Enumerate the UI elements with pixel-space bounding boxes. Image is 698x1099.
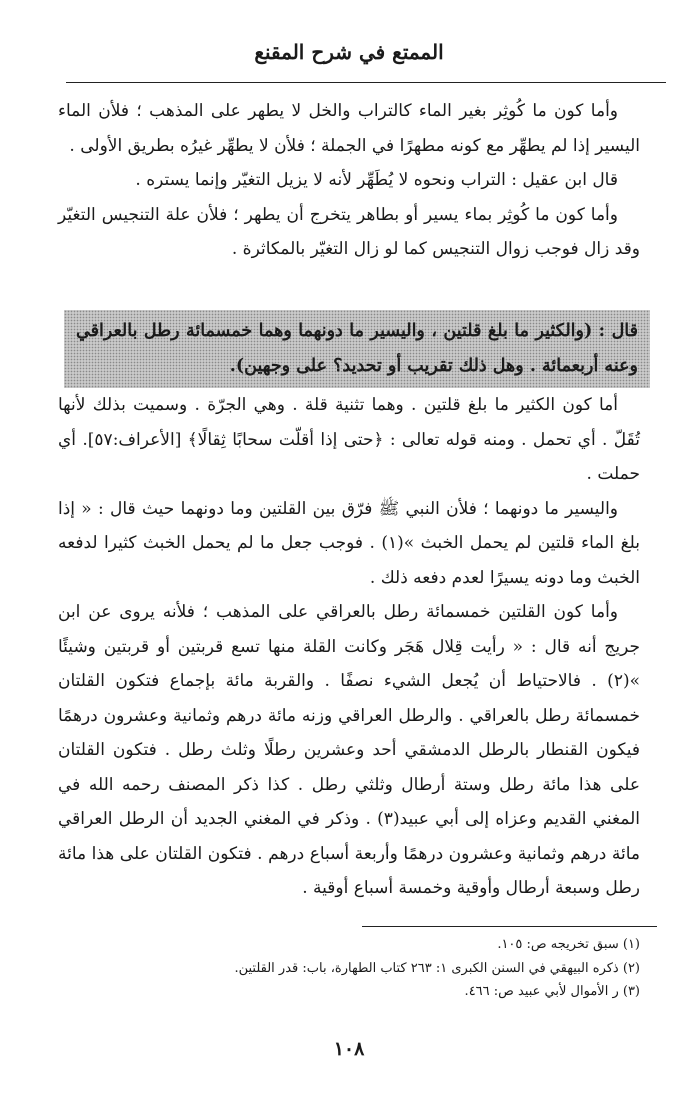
paragraph: وأما كون ما كُوثِر بماء يسير أو بطاهر يتخرج أن يطهر ؛ فلأن علة التنجيس التغيّر وقد زال فوجب زوال التنجيس كما لو زال التغيّر بالمكاثرة . bbox=[58, 204, 640, 259]
header-divider bbox=[66, 82, 666, 83]
paragraph: وأما كون ما كُوثِر بغير الماء كالتراب والخل لا يطهر على المذهب ؛ فلأن الماء اليسير إذا لم يطهِّر مع كونه مطهرًا في الجملة ؛ فلأن لا يطهِّر غيرُه بطريق الأولى . bbox=[58, 101, 640, 156]
text-block-commentary bbox=[58, 388, 640, 906]
paragraph: واليسير ما دونهما ؛ فلأن النبي ﷺ فرّق بين القلتين وما دونهما حيث قال : « إذا بلغ الماء قلتين لم يحمل الخبث »(١) . فوجب جعل ما لم يحمل الخبث كثيرا لدفعه الخبث وما دونه يسيرًا لعدم دفعه ذلك . bbox=[58, 498, 640, 588]
running-header-title: الممتع في شرح المقنع bbox=[254, 40, 444, 64]
text-block-intro bbox=[58, 94, 640, 267]
footnote: (٢) ذكره البيهقي في السنن الكبرى ١: ٢٦٣ كتاب الطهارة، باب: قدر القلتين. bbox=[234, 960, 640, 976]
footnotes bbox=[58, 933, 640, 1004]
paragraph: وأما كون القلتين خمسمائة رطل بالعراقي على المذهب ؛ فلأنه يروى عن ابن جريج أنه قال : « رأيت قِلال هَجَر وكانت القلة منها تسع قربتين أو قربتين وشيئًا »(٢) . فالاحتياط أن يُجعل الشيء نصفًا . والقربة مائة بإجماع فتكون القلتان خمسمائة رطل بالعراقي . والرطل العراقي وزنه مائة درهم وثمانية وعشرون درهمًا فيكون القنطار بالرطل الدمشقي أحد وعشرين رطلًا وثلث رطل . فتكون القلتان على هذا مائة رطل وستة أرطال وثلثي رطل . كذا ذكر المصنف رحمه الله في المغني القديم وعزاه إلى أبي عبيد(٣) . وذكر في المغني الجديد أن الرطل العراقي مائة درهم وثمانية وعشرون درهمًا وأربعة أسباع درهم . فتكون القلتان على هذا مائة رطل وسبعة أرطال وأوقية وخمسة أسباع أوقية . bbox=[58, 602, 640, 898]
footnote: (١) سبق تخريجه ص: ١٠٥. bbox=[497, 937, 640, 952]
paragraph: قال ابن عقيل : التراب ونحوه لا يُطَهِّر لأنه لا يزيل التغيّر وإنما يستره . bbox=[135, 170, 618, 190]
page-number: ١٠٨ bbox=[333, 1038, 365, 1060]
footnote-divider bbox=[362, 926, 657, 927]
matn-quote-box: قال : (والكثير ما بلغ قلتين ، واليسير ما دونهما وهما خمسمائة رطل بالعراقي وعنه أربعمائة . وهل ذلك تقريب أو تحديد؟ على وجهين). bbox=[64, 310, 650, 388]
paragraph: أما كون الكثير ما بلغ قلتين . وهما تثنية قلة . وهي الجرّة . وسميت بذلك لأنها تُقَلّ . أي تحمل . ومنه قوله تعالى : ﴿حتى إذا أقلّت سحابًا ثِقالًا﴾ [الأعراف:٥٧]. أي حملت . bbox=[58, 395, 640, 484]
footnote: (٣) ر الأموال لأبي عبيد ص: ٤٦٦. bbox=[464, 984, 640, 999]
